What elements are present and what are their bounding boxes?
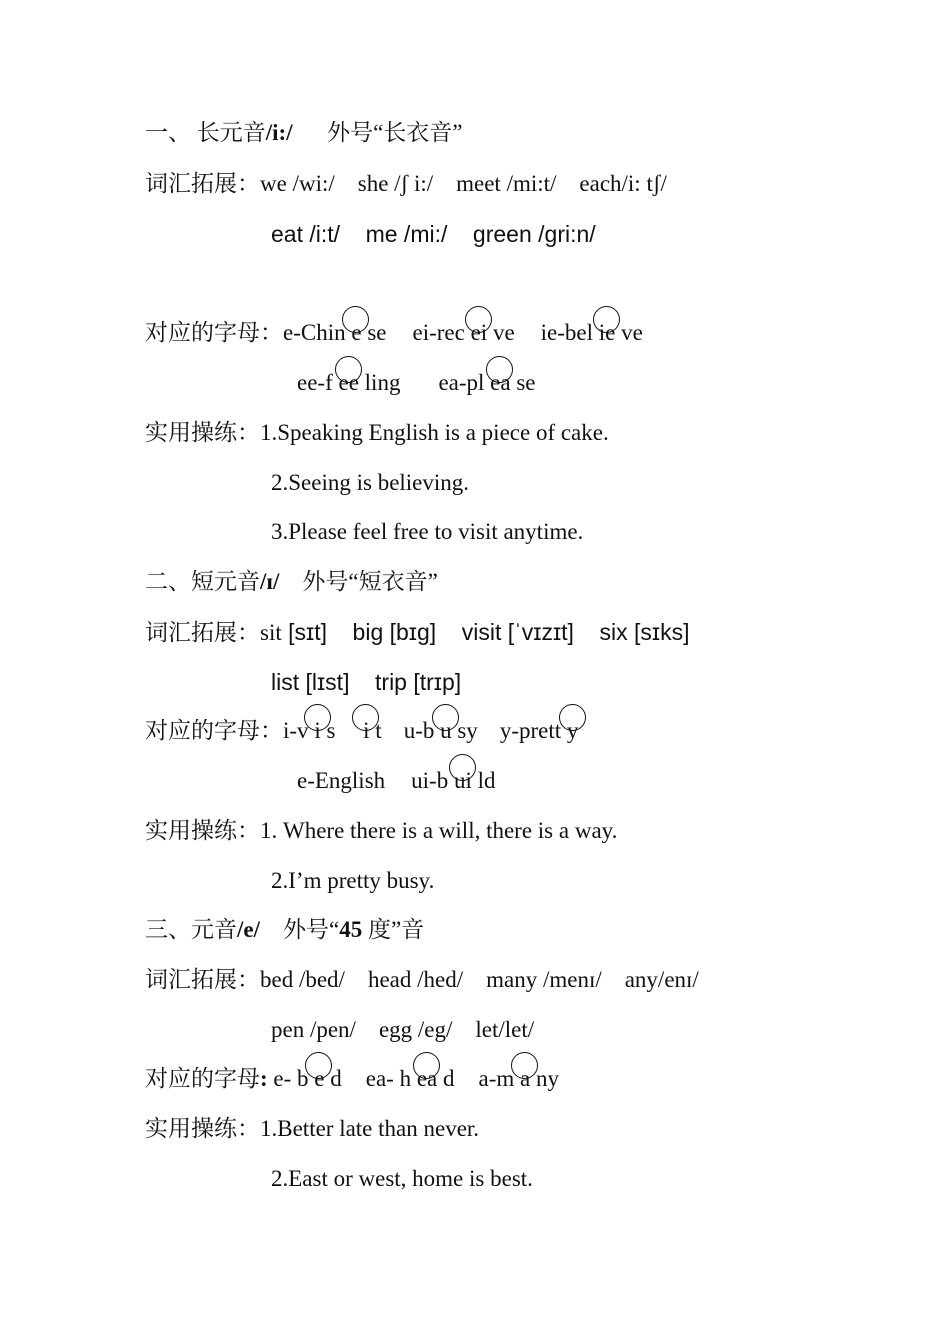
letters-item <box>500 718 584 743</box>
letters-item <box>411 768 495 793</box>
heading-nickname: 度”音 <box>362 917 425 942</box>
letters-item <box>283 718 335 743</box>
circle-mark-icon <box>511 1052 538 1079</box>
vocab-words: we /wi:/ she /ʃ i:/ meet /mi:t/ each/i: tʃ/ <box>260 171 667 196</box>
circled-letters: y <box>561 716 584 746</box>
section-3-vocab-line-1 <box>145 965 699 995</box>
circle-mark-icon <box>335 356 362 383</box>
section-2-letters-line-2 <box>297 766 496 796</box>
section-1-heading <box>145 118 463 148</box>
circled-letters: a <box>514 1064 536 1094</box>
letters-label: 对应的字母： <box>145 718 283 743</box>
section-1-letters-line-2 <box>297 368 536 398</box>
letters-group <box>283 320 643 345</box>
letters-item <box>479 1066 559 1091</box>
letters-item <box>413 320 515 345</box>
circle-mark-icon <box>449 754 476 781</box>
letters-item <box>357 718 381 743</box>
letters-item-prefix: e-Chin <box>283 320 346 345</box>
circled-letters: ei <box>465 318 493 348</box>
section-1-practice-line-1 <box>145 418 609 448</box>
section-2-vocab-line-2: list [lɪst] trip [trɪp] <box>271 669 462 695</box>
letters-item-suffix: ve <box>492 320 515 345</box>
section-2-letters-line-1 <box>145 716 584 746</box>
letters-item-suffix: se <box>516 370 536 395</box>
heading-prefix: 二、短元音 <box>145 569 260 594</box>
heading-gap <box>260 917 283 942</box>
circle-mark-icon <box>593 306 620 333</box>
letters-item <box>404 718 478 743</box>
circled-letters: ui <box>448 766 477 796</box>
vocab-words: [sɪt] big [bɪg] visit [ˈvɪzɪt] six [sɪks] <box>281 619 690 645</box>
practice-sentence: 1.Speaking English is a piece of cake. <box>260 420 609 445</box>
heading-nickname: 外号“短衣音” <box>302 569 438 594</box>
circle-mark-icon <box>304 704 331 731</box>
vocab-label: 词汇拓展： <box>145 620 260 645</box>
section-3-heading <box>145 915 424 945</box>
circled-letters: ea <box>484 368 516 398</box>
vocab-label: 词汇拓展： <box>145 967 260 992</box>
practice-sentence: 3.Please feel free to visit anytime. <box>271 519 584 544</box>
letters-item-prefix: a-m <box>478 1066 515 1091</box>
heading-ipa: /i:/ <box>265 120 293 145</box>
section-3-vocab-line-2: pen /pen/ egg /eg/ let/let/ <box>271 1017 535 1042</box>
vocab-word: sit <box>260 620 282 645</box>
practice-label: 实用操练： <box>145 1116 260 1141</box>
practice-label: 实用操练： <box>145 818 260 843</box>
letters-item-prefix: ei-rec <box>412 320 465 345</box>
heading-nickname: 外号“ <box>283 917 340 942</box>
heading-nickname: 外号“长衣音” <box>327 120 463 145</box>
section-2-practice-line-1 <box>145 816 617 846</box>
letters-item-prefix: u-b <box>403 718 435 743</box>
letters-item-prefix: ea- h <box>365 1066 412 1091</box>
letters-item <box>438 370 535 395</box>
letters-item <box>297 370 400 395</box>
letters-item-prefix: y-prett <box>499 718 562 743</box>
letters-item-suffix: se <box>367 320 387 345</box>
section-1-vocab-line-1 <box>145 169 667 199</box>
circled-letters: e <box>309 1064 331 1094</box>
section-2-heading <box>145 567 438 597</box>
circled-letters: ea <box>411 1064 443 1094</box>
letters-group <box>283 718 584 743</box>
circled-letters: i <box>357 716 375 746</box>
heading-gap <box>293 120 328 145</box>
letters-group <box>297 370 536 395</box>
letters-item-suffix: ld <box>477 768 496 793</box>
section-3-practice-line-1 <box>145 1114 479 1144</box>
heading-ipa: /e/ <box>237 917 260 942</box>
practice-sentence: 2.East or west, home is best. <box>271 1166 533 1191</box>
letters-item-prefix: i-v <box>283 718 309 743</box>
circle-mark-icon <box>465 306 492 333</box>
circled-letters: u <box>434 716 457 746</box>
letters-item <box>366 1066 455 1091</box>
section-1-vocab-line-2: eat /i:t/ me /mi:/ green /gri:n/ <box>271 221 596 247</box>
letters-item-suffix: t <box>375 718 382 743</box>
section-1-letters-line-1 <box>145 318 643 348</box>
letters-item-prefix: ui-b <box>411 768 449 793</box>
vocab-words: bed /bed/ head /hed/ many /menɪ/ any/enɪ/ <box>260 967 699 992</box>
letters-item-suffix: ve <box>621 320 643 345</box>
circle-mark-icon <box>432 704 459 731</box>
section-2-vocab-line-1 <box>145 617 689 648</box>
letters-label: 对应的字母： <box>145 320 283 345</box>
letters-item-plain: e-English <box>297 768 386 793</box>
practice-label: 实用操练： <box>145 420 260 445</box>
letters-label: 对应的字母 <box>145 1066 260 1091</box>
letters-item-prefix: ee-f <box>297 370 333 395</box>
letters-item-suffix: d <box>330 1066 342 1091</box>
heading-gap <box>279 569 302 594</box>
heading-ipa: /ɪ/ <box>260 569 280 594</box>
letters-item-prefix: ie-bel <box>540 320 594 345</box>
heading-nickname-number: 45 <box>339 917 363 942</box>
letters-colon: : <box>260 1066 268 1091</box>
circled-letters: i <box>309 716 327 746</box>
letters-item-suffix: ny <box>536 1066 559 1091</box>
vocab-label: 词汇拓展： <box>145 171 260 196</box>
practice-sentence: 1. Where there is a will, there is a way. <box>260 818 618 843</box>
letters-item <box>283 320 387 345</box>
letters-group <box>268 1066 559 1091</box>
letters-item-prefix: ea-pl <box>438 370 485 395</box>
letters-group <box>411 768 495 793</box>
circle-mark-icon <box>413 1052 440 1079</box>
practice-sentence: 1.Better late than never. <box>260 1116 480 1141</box>
circled-letters: ee <box>333 368 365 398</box>
circle-mark-icon <box>559 704 586 731</box>
letters-item-prefix: e- b <box>267 1066 309 1091</box>
section-3-letters-line-1 <box>145 1064 559 1094</box>
circled-letters: e <box>346 318 368 348</box>
letters-item-suffix: ling <box>364 370 401 395</box>
heading-prefix: 三、元音 <box>145 917 237 942</box>
letters-item <box>541 320 643 345</box>
practice-sentence: 2.Seeing is believing. <box>271 470 470 495</box>
heading-prefix: 一、 长元音 <box>145 120 266 145</box>
letters-item-suffix: d <box>443 1066 455 1091</box>
letters-item-suffix: sy <box>457 718 478 743</box>
practice-sentence: 2.I’m pretty busy. <box>271 868 435 893</box>
letters-item-suffix: s <box>326 718 336 743</box>
letters-item <box>268 1066 342 1091</box>
circled-letters: ie <box>593 318 621 348</box>
